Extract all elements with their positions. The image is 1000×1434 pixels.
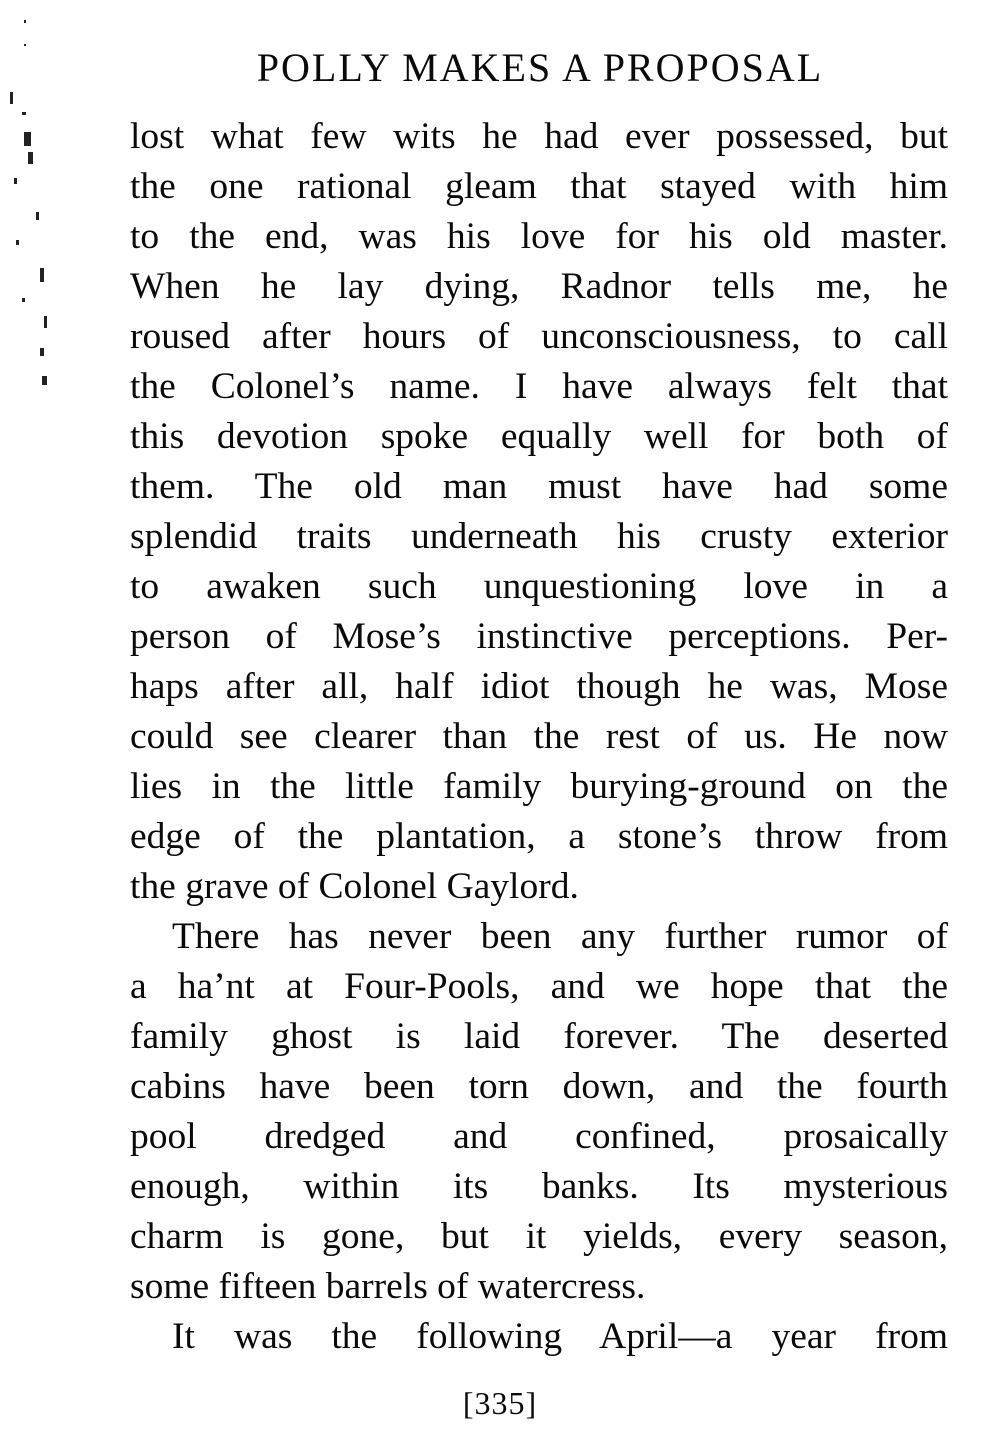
text-line: this devotion spoke equally well for both of — [130, 416, 948, 457]
text-line: person of Mose’s instinctive perceptions. Per- — [130, 616, 948, 657]
text-line: cabins have been torn down, and the fourth — [130, 1066, 948, 1107]
text-line: charm is gone, but it yields, every season, — [130, 1216, 948, 1257]
text-line: some fifteen barrels of watercress. — [130, 1266, 646, 1307]
text-line: them. The old man must have had some — [130, 466, 948, 507]
text-line: pool dredged and confined, prosaically — [130, 1116, 948, 1157]
text-line: lies in the little family burying-ground on the — [130, 766, 948, 807]
text-line: the one rational gleam that stayed with him — [130, 166, 948, 207]
text-line: the Colonel’s name. I have always felt that — [130, 366, 948, 407]
text-line: edge of the plantation, a stone’s throw from — [130, 816, 948, 857]
text-line: splendid traits underneath his crusty exterior — [130, 516, 948, 557]
text-line: to awaken such unquestioning love in a — [130, 566, 948, 607]
scan-specks — [0, 0, 80, 420]
text-line: to the end, was his love for his old master. — [130, 216, 948, 257]
text-line: could see clearer than the rest of us. He now — [130, 716, 948, 757]
text-line: family ghost is laid forever. The deserted — [130, 1016, 948, 1057]
text-line: a ha’nt at Four-Pools, and we hope that the — [130, 966, 948, 1007]
page-number: [335] — [462, 1385, 538, 1421]
running-head: POLLY MAKES A PROPOSAL — [256, 45, 824, 90]
text-line: enough, within its banks. Its mysterious — [130, 1166, 948, 1207]
text-line: the grave of Colonel Gaylord. — [130, 866, 579, 907]
text-line: haps after all, half idiot though he was, Mose — [130, 666, 948, 707]
text-line: It was the following April—a year from — [172, 1316, 948, 1357]
text-line: lost what few wits he had ever possessed, but — [130, 116, 948, 157]
text-line: roused after hours of unconsciousness, to call — [130, 316, 948, 357]
text-line: When he lay dying, Radnor tells me, he — [130, 266, 948, 307]
body-text — [130, 112, 948, 1362]
text-line: There has never been any further rumor of — [172, 916, 948, 957]
